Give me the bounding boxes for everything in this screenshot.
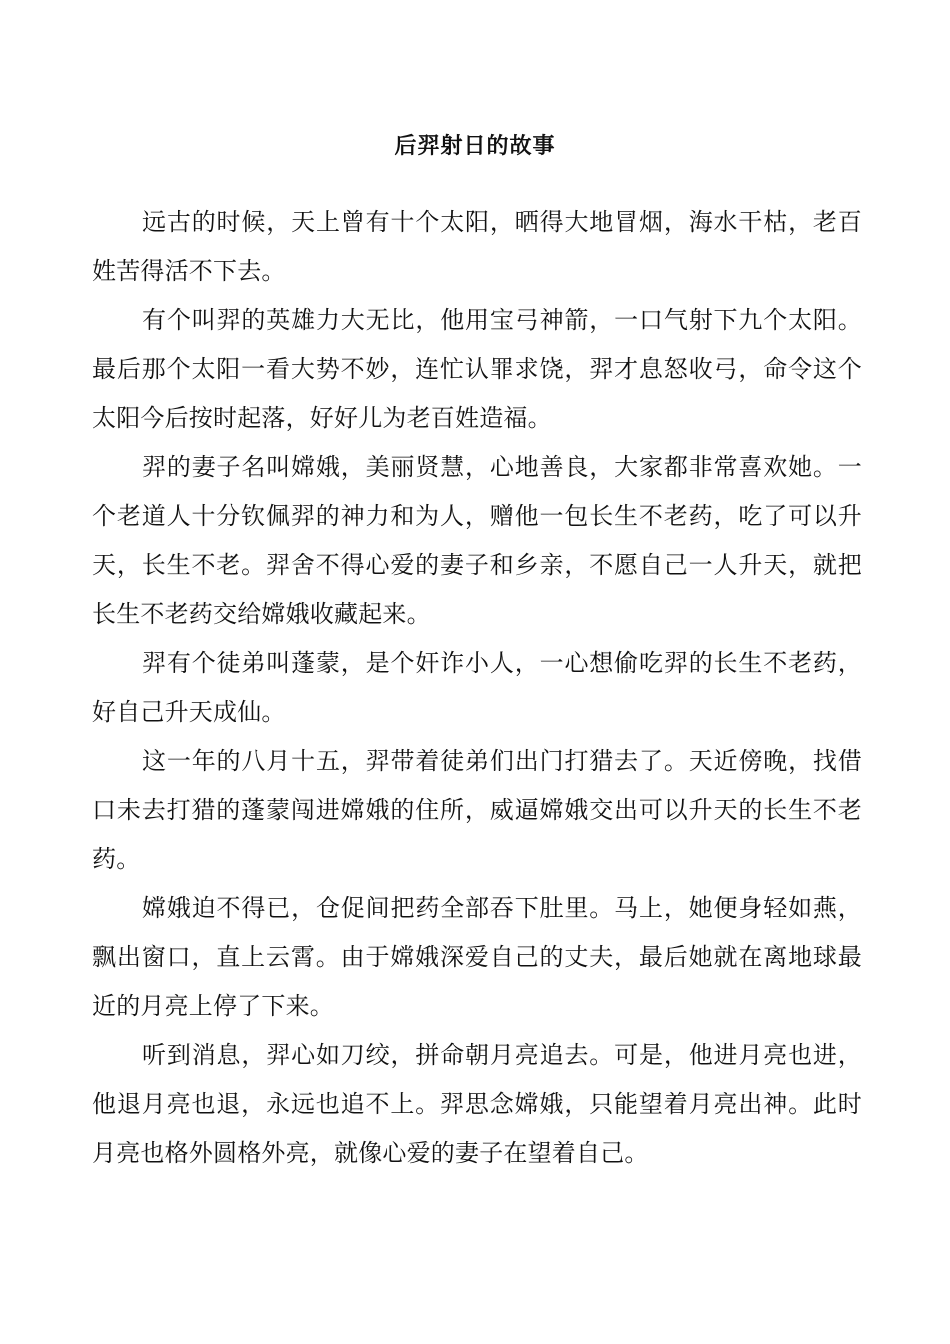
paragraph-7: 听到消息，羿心如刀绞，拼命朝月亮追去。可是，他进月亮也进，他退月亮也退，永远也追不上。羿思念嫦娥，只能望着月亮出神。此时月亮也格外圆格外亮，就像心爱的妻子在望着自己。 <box>92 1041 862 1167</box>
document-title: 后羿射日的故事 <box>394 133 556 159</box>
paragraph-1: 远古的时候，天上曾有十个太阳，晒得大地冒烟，海水干枯，老百姓苦得活不下去。 <box>92 208 862 285</box>
paragraph-4: 羿有个徒弟叫蓬蒙，是个奸诈小人，一心想偷吃羿的长生不老药，好自己升天成仙。 <box>92 649 862 726</box>
paragraph-3: 羿的妻子名叫嫦娥，美丽贤慧，心地善良，大家都非常喜欢她。一个老道人十分钦佩羿的神力和为人，赠他一包长生不老药，吃了可以升天，长生不老。羿舍不得心爱的妻子和乡亲，不愿自己一人升天，就把长生不老药交给嫦娥收藏起来。 <box>92 453 862 628</box>
paragraph-5: 这一年的八月十五，羿带着徒弟们出门打猎去了。天近傍晚，找借口未去打猎的蓬蒙闯进嫦娥的住所，威逼嫦娥交出可以升天的长生不老药。 <box>92 747 862 873</box>
document-body <box>92 198 862 1178</box>
paragraph-2: 有个叫羿的英雄力大无比，他用宝弓神箭，一口气射下九个太阳。最后那个太阳一看大势不妙，连忙认罪求饶，羿才息怒收弓，命令这个太阳今后按时起落，好好儿为老百姓造福。 <box>92 306 862 432</box>
paragraph-6: 嫦娥迫不得已，仓促间把药全部吞下肚里。马上，她便身轻如燕，飘出窗口，直上云霄。由于嫦娥深爱自己的丈夫，最后她就在离地球最近的月亮上停了下来。 <box>92 894 862 1020</box>
